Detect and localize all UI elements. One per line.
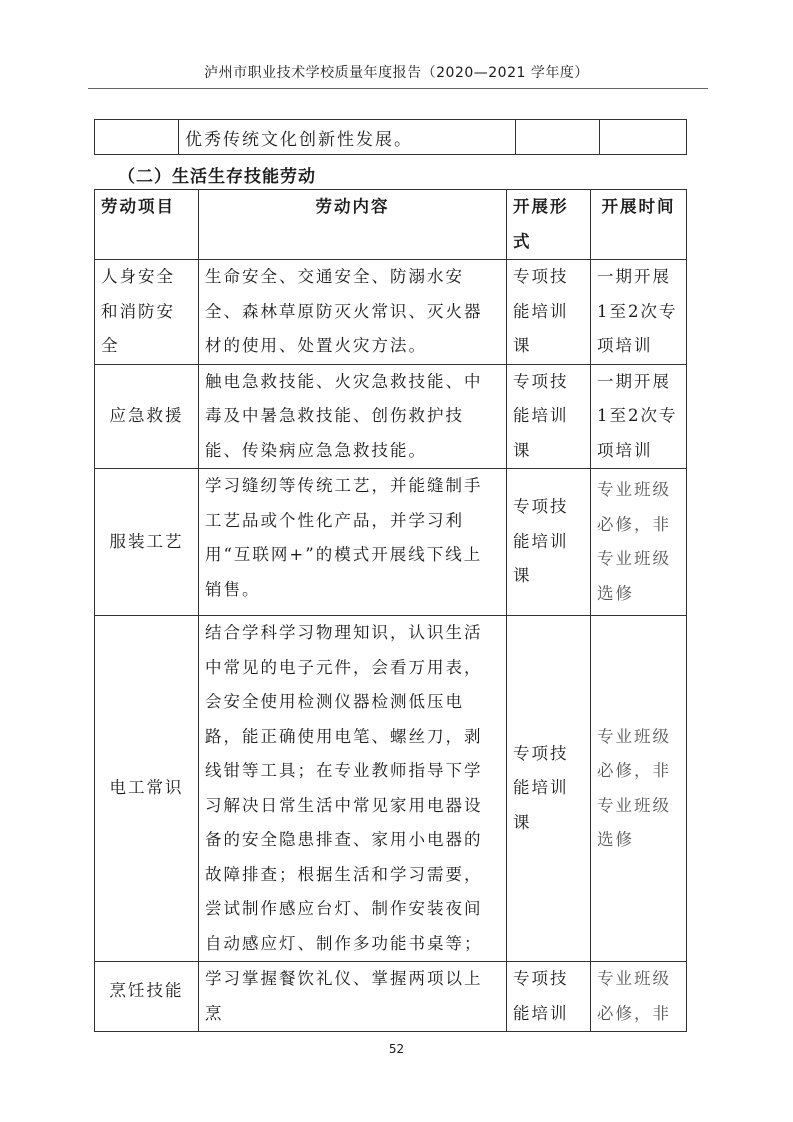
cell-item: 人身安全和消防安全	[95, 260, 199, 365]
cell-time: 专业班级必修，非专业班级选修	[591, 616, 687, 962]
cell-form: 专项技能培训课	[507, 469, 591, 616]
header-divider	[88, 88, 708, 89]
header-form: 开展形式	[507, 190, 591, 260]
cell-time	[600, 120, 687, 155]
cell-content: 优秀传统文化创新性发展。	[179, 120, 516, 155]
continued-table	[94, 119, 687, 155]
cell-item: 应急救援	[95, 364, 199, 469]
cell-content: 生命安全、交通安全、防溺水安全、森林草原防灭火常识、灭火器材的使用、处置火灾方法。	[199, 260, 507, 365]
cell-item: 电工常识	[95, 616, 199, 962]
header-item: 劳动项目	[95, 190, 199, 260]
cell-content: 学习缝纫等传统工艺，并能缝制手工艺品或个性化产品，并学习利用“互联网+”的模式开展线下线上销售。	[199, 469, 507, 616]
cell-time: 专业班级必修，非专业班级选修	[591, 469, 687, 616]
cell-form: 专项技能培训课	[507, 364, 591, 469]
cell-time: 一期开展1至2次专项培训	[591, 364, 687, 469]
cell-time: 专业班级必修，非	[591, 962, 687, 1032]
cell-content: 触电急救技能、火灾急救技能、中毒及中暑急救技能、创伤救护技能、传染病应急急救技能。	[199, 364, 507, 469]
table-row	[95, 120, 687, 155]
cell-form	[516, 120, 600, 155]
cell-form: 专项技能培训课	[507, 616, 591, 962]
cell-content: 结合学科学习物理知识，认识生活中常见的电子元件，会看万用表，会安全使用检测仪器检测低压电路，能正确使用电笔、螺丝刀，剥线钳等工具；在专业教师指导下学习解决日常生活中常见家用电器设备的安全隐患排查、家用小电器的故障排查；根据生活和学习需要，尝试制作感应台灯、制作安装夜间自动感应灯、制作多功能书桌等；	[199, 616, 507, 962]
header-content: 劳动内容	[199, 190, 507, 260]
cell-item: 服装工艺	[95, 469, 199, 616]
table-header-row	[95, 190, 687, 260]
table-row	[95, 469, 687, 616]
table-row	[95, 364, 687, 469]
cell-time: 一期开展1至2次专项培训	[591, 260, 687, 365]
table-row	[95, 260, 687, 365]
table-row	[95, 616, 687, 962]
header-time: 开展时间	[591, 190, 687, 260]
cell-form: 专项技能培训课	[507, 260, 591, 365]
page-number: 52	[388, 1042, 405, 1056]
cell-item: 烹饪技能	[95, 962, 199, 1032]
cell-content: 学习掌握餐饮礼仪、掌握两项以上烹	[199, 962, 507, 1032]
section-title: （二）生活生存技能劳动	[118, 167, 316, 187]
page-header-title: 泸州市职业技术学校质量年度报告（2020—2021 学年度）	[204, 65, 589, 81]
cell-item	[95, 120, 179, 155]
table-row	[95, 962, 687, 1032]
cell-form: 专项技能培训	[507, 962, 591, 1032]
labor-table	[94, 189, 687, 1032]
